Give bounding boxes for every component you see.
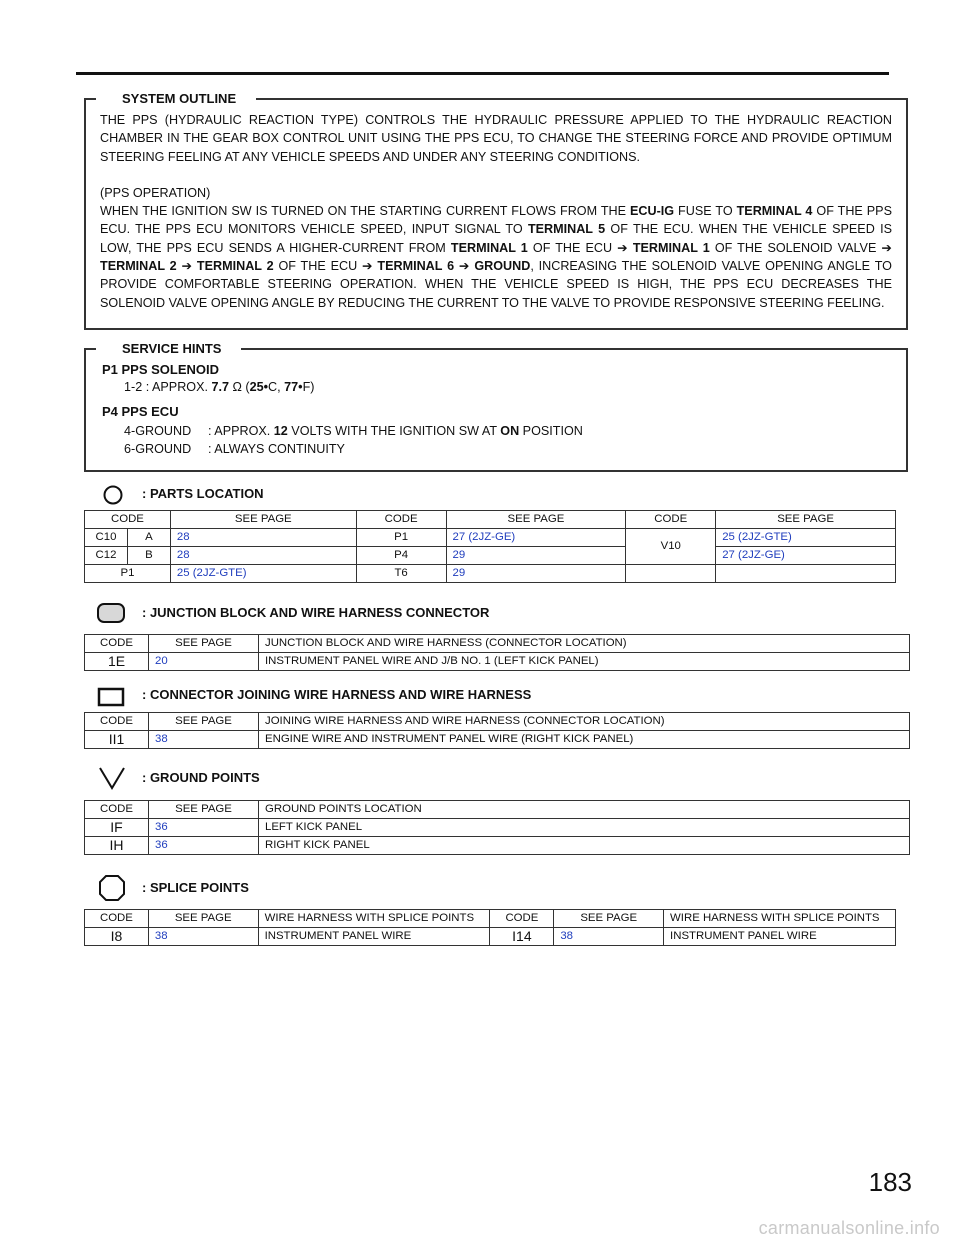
service-hints-box — [84, 341, 908, 472]
page-link[interactable]: 27 (2JZ-GE) — [446, 529, 626, 547]
page-link[interactable]: 29 — [446, 565, 626, 583]
hint-p1-heading: P1 PPS SOLENOID — [102, 362, 220, 377]
page-number: 183 — [868, 1167, 912, 1197]
page-link[interactable]: 36 — [149, 837, 259, 855]
page-link[interactable]: 29 — [446, 547, 626, 565]
page-link[interactable]: 36 — [149, 819, 259, 837]
junction-block-symbol-icon — [96, 602, 126, 624]
hint-p4-row-1: 4-GROUND : APPROX. 12 VOLTS WITH THE IGNITION SW AT ON POSITION — [124, 424, 583, 438]
table-row: I8 38 INSTRUMENT PANEL WIRE I14 38 INSTRUMENT PANEL WIRE — [85, 928, 896, 946]
hint-p4-heading: P4 PPS ECU — [102, 404, 179, 419]
table-header-row: CODE SEE PAGE GROUND POINTS LOCATION — [85, 801, 910, 819]
table-row: IF 36 LEFT KICK PANEL — [85, 819, 910, 837]
hint-p1-row: 1-2 : APPROX. 7.7 Ω (25•C, 77•F) — [124, 380, 315, 394]
connector-joining-table — [84, 712, 910, 749]
table-row: C12 B 28 P4 29 27 (2JZ-GE) — [85, 547, 896, 565]
page-link[interactable]: 38 — [149, 731, 259, 749]
page-link[interactable]: 28 — [170, 547, 356, 565]
operation-paragraph: WHEN THE IGNITION SW IS TURNED ON THE STARTING CURRENT FLOWS FROM THE ECU-IG FUSE TO TERMINAL 4 OF THE PPS ECU. THE PPS ECU MONITORS VEHICLE SPEED, INPUT SIGNAL TO TERMINAL 5 OF THE ECU. WHEN THE VEHICLE SPEED IS LOW, THE PPS ECU SENDS A HIGHER-CURRENT FROM TERMINAL 1 OF THE ECU ➔ TERMINAL 1 OF THE SOLENOID VALVE ➔ TERMINAL 2 ➔ TERMINAL 2 OF THE ECU ➔ TERMINAL 6 ➔ GROUND, INCREASING THE SOLENOID VALVE OPENING ANGLE TO PROVIDE COMFORTABLE STEERING OPERATION. WHEN THE VEHICLE SPEED IS HIGH, THE PPS ECU DECREASES THE SOLENOID VALVE OPENING ANGLE BY REDUCING THE CURRENT TO THE VALVE TO PROVIDE RESPONSIVE STEERING FEELING. — [100, 204, 892, 310]
junction-block-table — [84, 634, 910, 671]
ground-points-table — [84, 800, 910, 855]
table-header-row: CODE SEE PAGE WIRE HARNESS WITH SPLICE POINTS CODE SEE PAGE WIRE HARNESS WITH SPLICE POINTS — [85, 910, 896, 928]
table-row: IH 36 RIGHT KICK PANEL — [85, 837, 910, 855]
operation-heading: (PPS OPERATION) — [100, 185, 211, 200]
connector-joining-symbol-icon — [97, 686, 125, 708]
page-link[interactable]: 27 (2JZ-GE) — [716, 547, 896, 565]
system-outline-body — [100, 111, 892, 312]
junction-block-label: : JUNCTION BLOCK AND WIRE HARNESS CONNECTOR — [142, 605, 490, 620]
page-link[interactable]: 38 — [554, 928, 664, 946]
splice-points-symbol-icon — [97, 873, 127, 903]
watermark: carmanualsonline.info — [758, 1218, 940, 1238]
splice-points-table — [84, 909, 896, 946]
parts-location-symbol-icon — [102, 484, 124, 506]
page-link[interactable]: 25 (2JZ-GTE) — [716, 529, 896, 547]
parts-location-table — [84, 510, 896, 583]
page-link[interactable]: 20 — [149, 653, 259, 671]
parts-location-label: : PARTS LOCATION — [142, 486, 264, 501]
page-link[interactable]: 38 — [148, 928, 258, 946]
page-link[interactable]: 25 (2JZ-GTE) — [170, 565, 356, 583]
table-row: II1 38 ENGINE WIRE AND INSTRUMENT PANEL WIRE (RIGHT KICK PANEL) — [85, 731, 910, 749]
table-row: 1E 20 INSTRUMENT PANEL WIRE AND J/B NO. 1 (LEFT KICK PANEL) — [85, 653, 910, 671]
outline-paragraph: THE PPS (HYDRAULIC REACTION TYPE) CONTROLS THE HYDRAULIC PRESSURE APPLIED TO THE HYDRAULIC REACTION CHAMBER IN THE GEAR BOX CONTROL UNIT USING THE PPS ECU, TO CHANGE THE STEERING FORCE AND PROVIDE OPTIMUM STEERING FEELING AT ANY VEHICLE SPEEDS AND UNDER ANY STEERING CONDITIONS. — [100, 113, 892, 164]
top-rule — [76, 72, 889, 75]
page-link[interactable]: 28 — [170, 529, 356, 547]
splice-points-label: : SPLICE POINTS — [142, 880, 249, 895]
connector-joining-label: : CONNECTOR JOINING WIRE HARNESS AND WIRE HARNESS — [142, 687, 532, 702]
table-header-row: CODE SEE PAGE JUNCTION BLOCK AND WIRE HARNESS (CONNECTOR LOCATION) — [85, 635, 910, 653]
ground-points-symbol-icon — [98, 765, 126, 791]
ground-points-label: : GROUND POINTS — [142, 770, 260, 785]
service-hints-title: SERVICE HINTS — [96, 340, 241, 358]
system-outline-box — [84, 91, 908, 330]
hint-p4-row-2: 6-GROUND : ALWAYS CONTINUITY — [124, 442, 345, 456]
table-header-row: CODE SEE PAGE CODE SEE PAGE CODE SEE PAGE — [85, 511, 896, 529]
system-outline-title: SYSTEM OUTLINE — [96, 90, 256, 108]
table-header-row: CODE SEE PAGE JOINING WIRE HARNESS AND WIRE HARNESS (CONNECTOR LOCATION) — [85, 713, 910, 731]
table-row: P1 25 (2JZ-GTE) T6 29 — [85, 565, 896, 583]
table-row: C10 A 28 P1 27 (2JZ-GE) V10 25 (2JZ-GTE) — [85, 529, 896, 547]
